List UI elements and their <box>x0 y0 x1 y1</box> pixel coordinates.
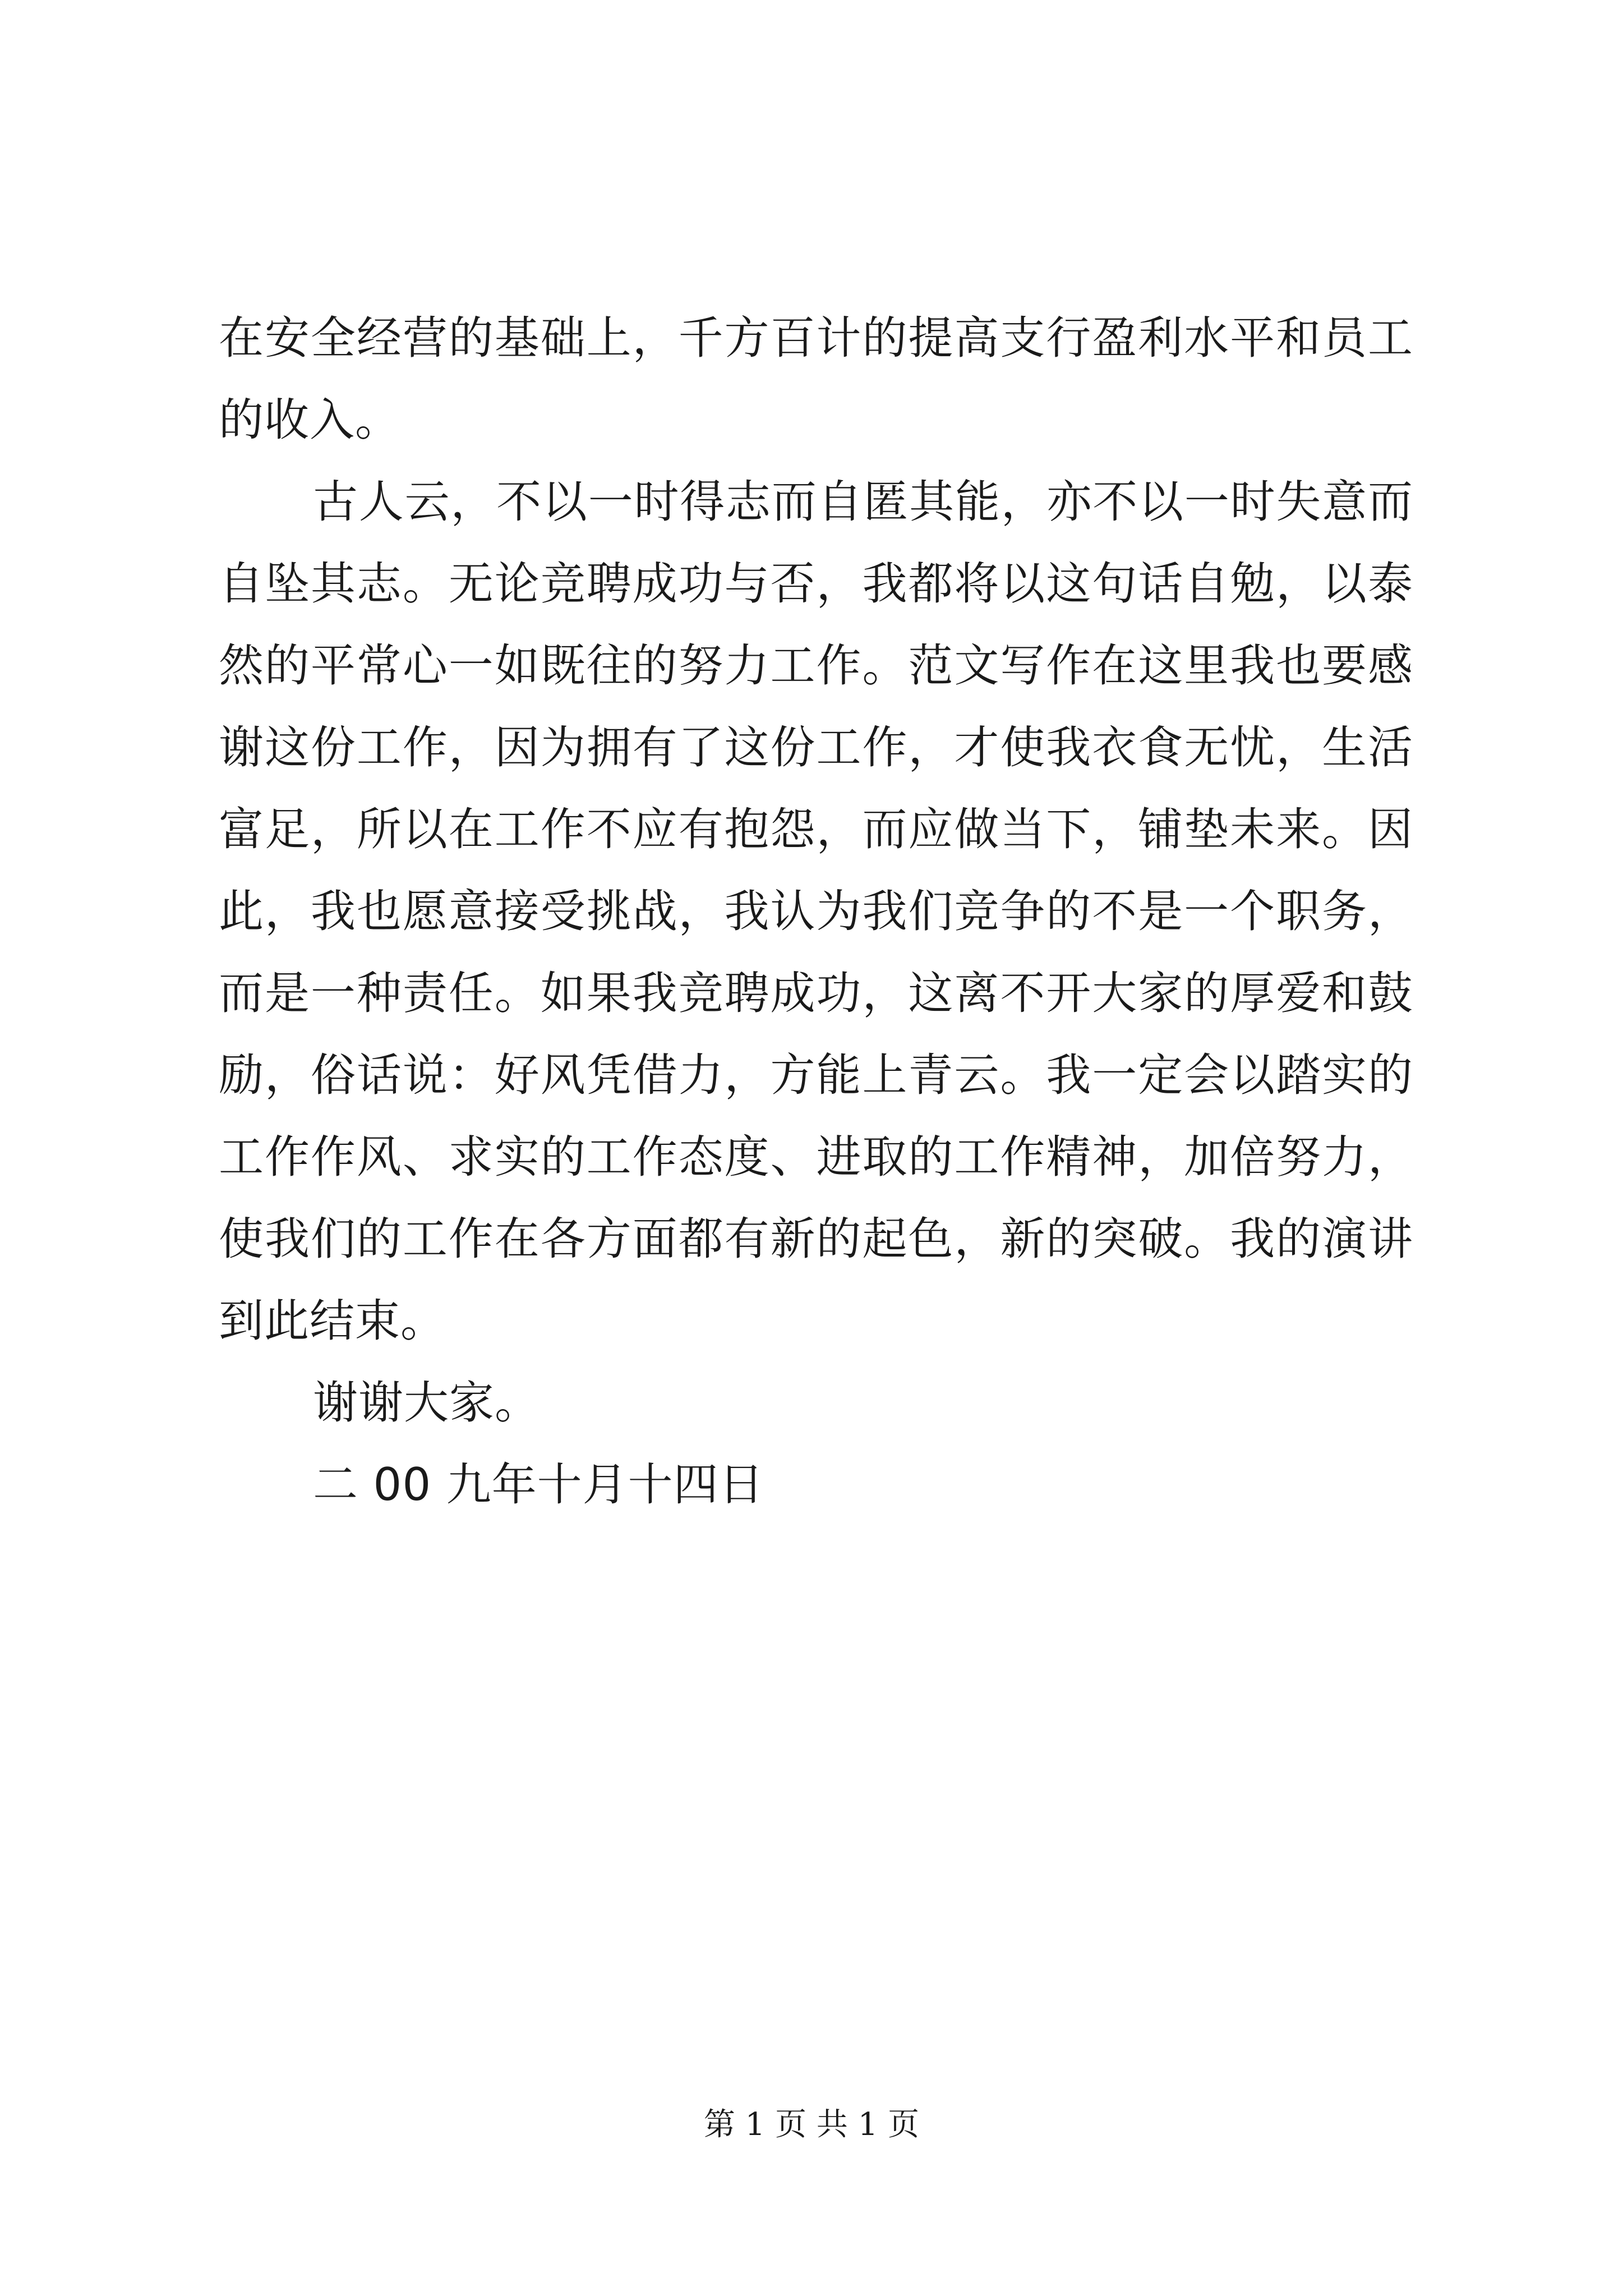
paragraph-income: 在安全经营的基础上，千方百计的提高支行盈利水平和员工的收入。 <box>219 312 1413 446</box>
document-body <box>219 297 1413 1526</box>
page-number-footer: 第 1 页 共 1 页 <box>703 2106 920 2143</box>
paragraph-thanks: 谢谢大家。 <box>313 1377 540 1429</box>
paragraph-date: 二 00 九年十月十四日 <box>313 1458 764 1511</box>
paragraph-speech-body: 古人云，不以一时得志而自匿其能，亦不以一时失意而自坠其志。无论竞聘成功与否，我都将以这句话自勉，以泰然的平常心一如既往的努力工作。范文写作在这里我也要感谢这份工作，因为拥有了这份工作，才使我衣食无忧，生活富足，所以在工作不应有抱怨，而应做当下，铺垫未来。因此，我也愿意接受挑战，我认为我们竞争的不是一个职务，而是一种责任。如果我竞聘成功，这离不开大家的厚爱和鼓励，俗话说：好风凭借力，方能上青云。我一定会以踏实的工作作风、求实的工作态度、进取的工作精神，加倍努力，使我们的工作在各方面都有新的起色，新的突破。我的演讲到此结束。 <box>219 476 1413 1347</box>
